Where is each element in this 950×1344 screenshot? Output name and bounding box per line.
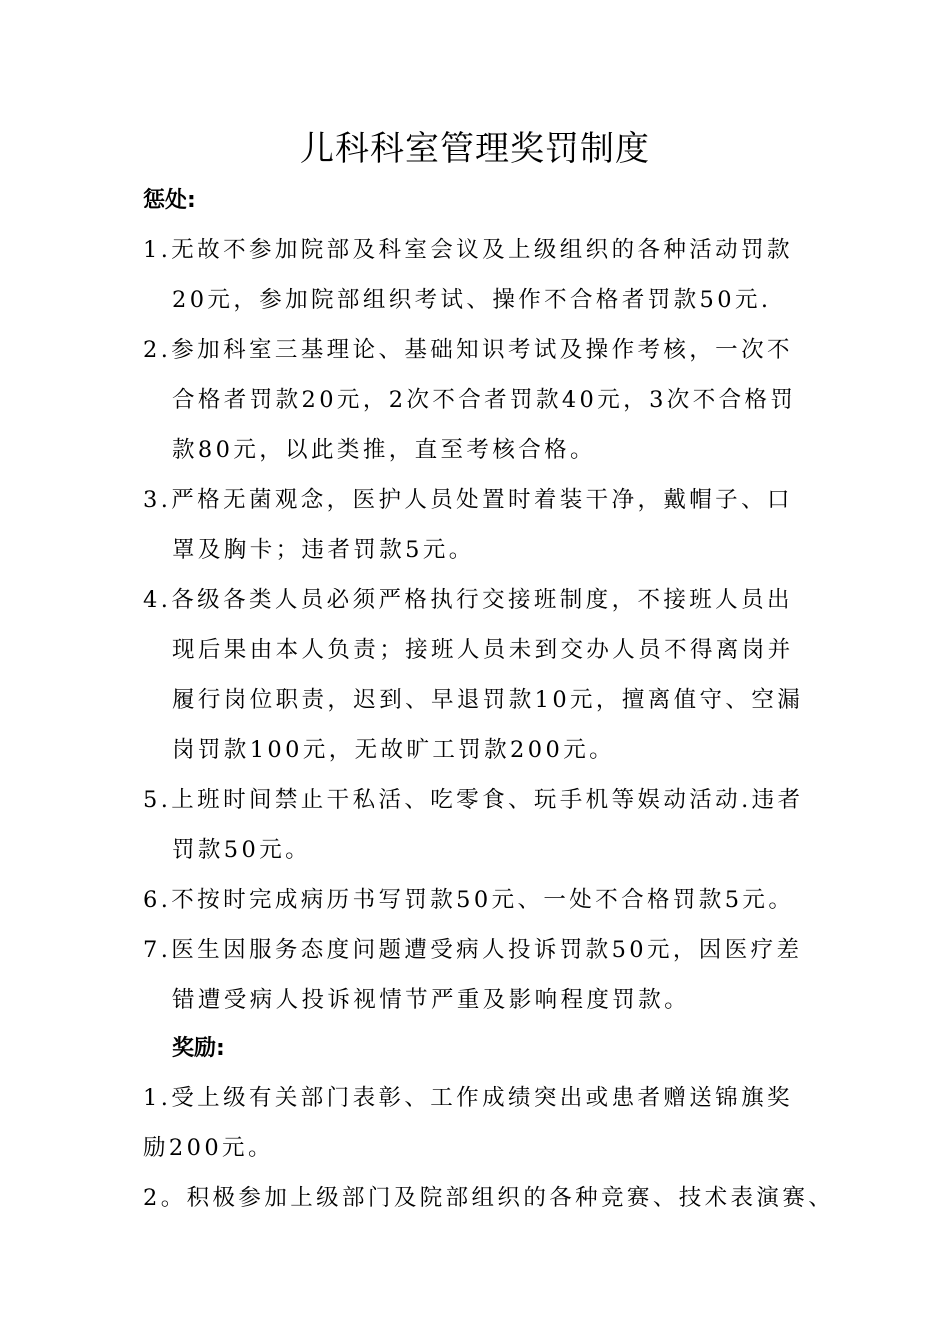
penalty-line: 2.参加科室三基理论、基础知识考试及操作考核，一次不 bbox=[143, 337, 793, 363]
penalty-line: 罩及胸卡；违者罚款5元。 bbox=[172, 537, 475, 563]
penalty-line: 现后果由本人负责；接班人员未到交办人员不得离岗并 bbox=[172, 637, 794, 663]
penalty-line: 错遭受病人投诉视情节严重及影响程度罚款。 bbox=[172, 987, 691, 1013]
reward-heading: 奖励: bbox=[172, 1036, 225, 1061]
penalty-line: 款80元，以此类推，直至考核合格。 bbox=[172, 437, 596, 463]
penalty-line: 3.严格无菌观念，医护人员处置时着装干净，戴帽子、口 bbox=[143, 487, 793, 513]
penalty-line: 20元，参加院部组织考试、操作不合格者罚款50元. bbox=[172, 287, 772, 313]
reward-line: 励200元。 bbox=[143, 1135, 274, 1161]
penalty-line: 合格者罚款20元，2次不合者罚款40元，3次不合格罚 bbox=[172, 387, 797, 413]
penalty-line: 7.医生因服务态度问题遭受病人投诉罚款50元，因医疗差 bbox=[143, 937, 803, 963]
penalty-line: 6.不按时完成病历书写罚款50元、一处不合格罚款5元。 bbox=[143, 887, 795, 913]
penalty-heading: 惩处: bbox=[143, 188, 196, 213]
reward-line: 2。积极参加上级部门及院部组织的各种竞赛、技术表演赛、 bbox=[143, 1185, 835, 1211]
penalty-line: 履行岗位职责，迟到、早退罚款10元，擅离值守、空漏 bbox=[172, 687, 804, 713]
document-title: 儿科科室管理奖罚制度 bbox=[300, 129, 650, 169]
reward-line: 1.受上级有关部门表彰、工作成绩突出或患者赠送锦旗奖 bbox=[143, 1085, 793, 1111]
penalty-line: 罚款50元。 bbox=[172, 837, 312, 863]
penalty-line: 4.各级各类人员必须严格执行交接班制度，不接班人员出 bbox=[143, 587, 793, 613]
penalty-line: 岗罚款100元，无故旷工罚款200元。 bbox=[172, 737, 615, 763]
penalty-line: 1.无故不参加院部及科室会议及上级组织的各种活动罚款 bbox=[143, 237, 793, 263]
penalty-line: 5.上班时间禁止干私活、吃零食、玩手机等娱动活动.违者 bbox=[143, 787, 804, 813]
